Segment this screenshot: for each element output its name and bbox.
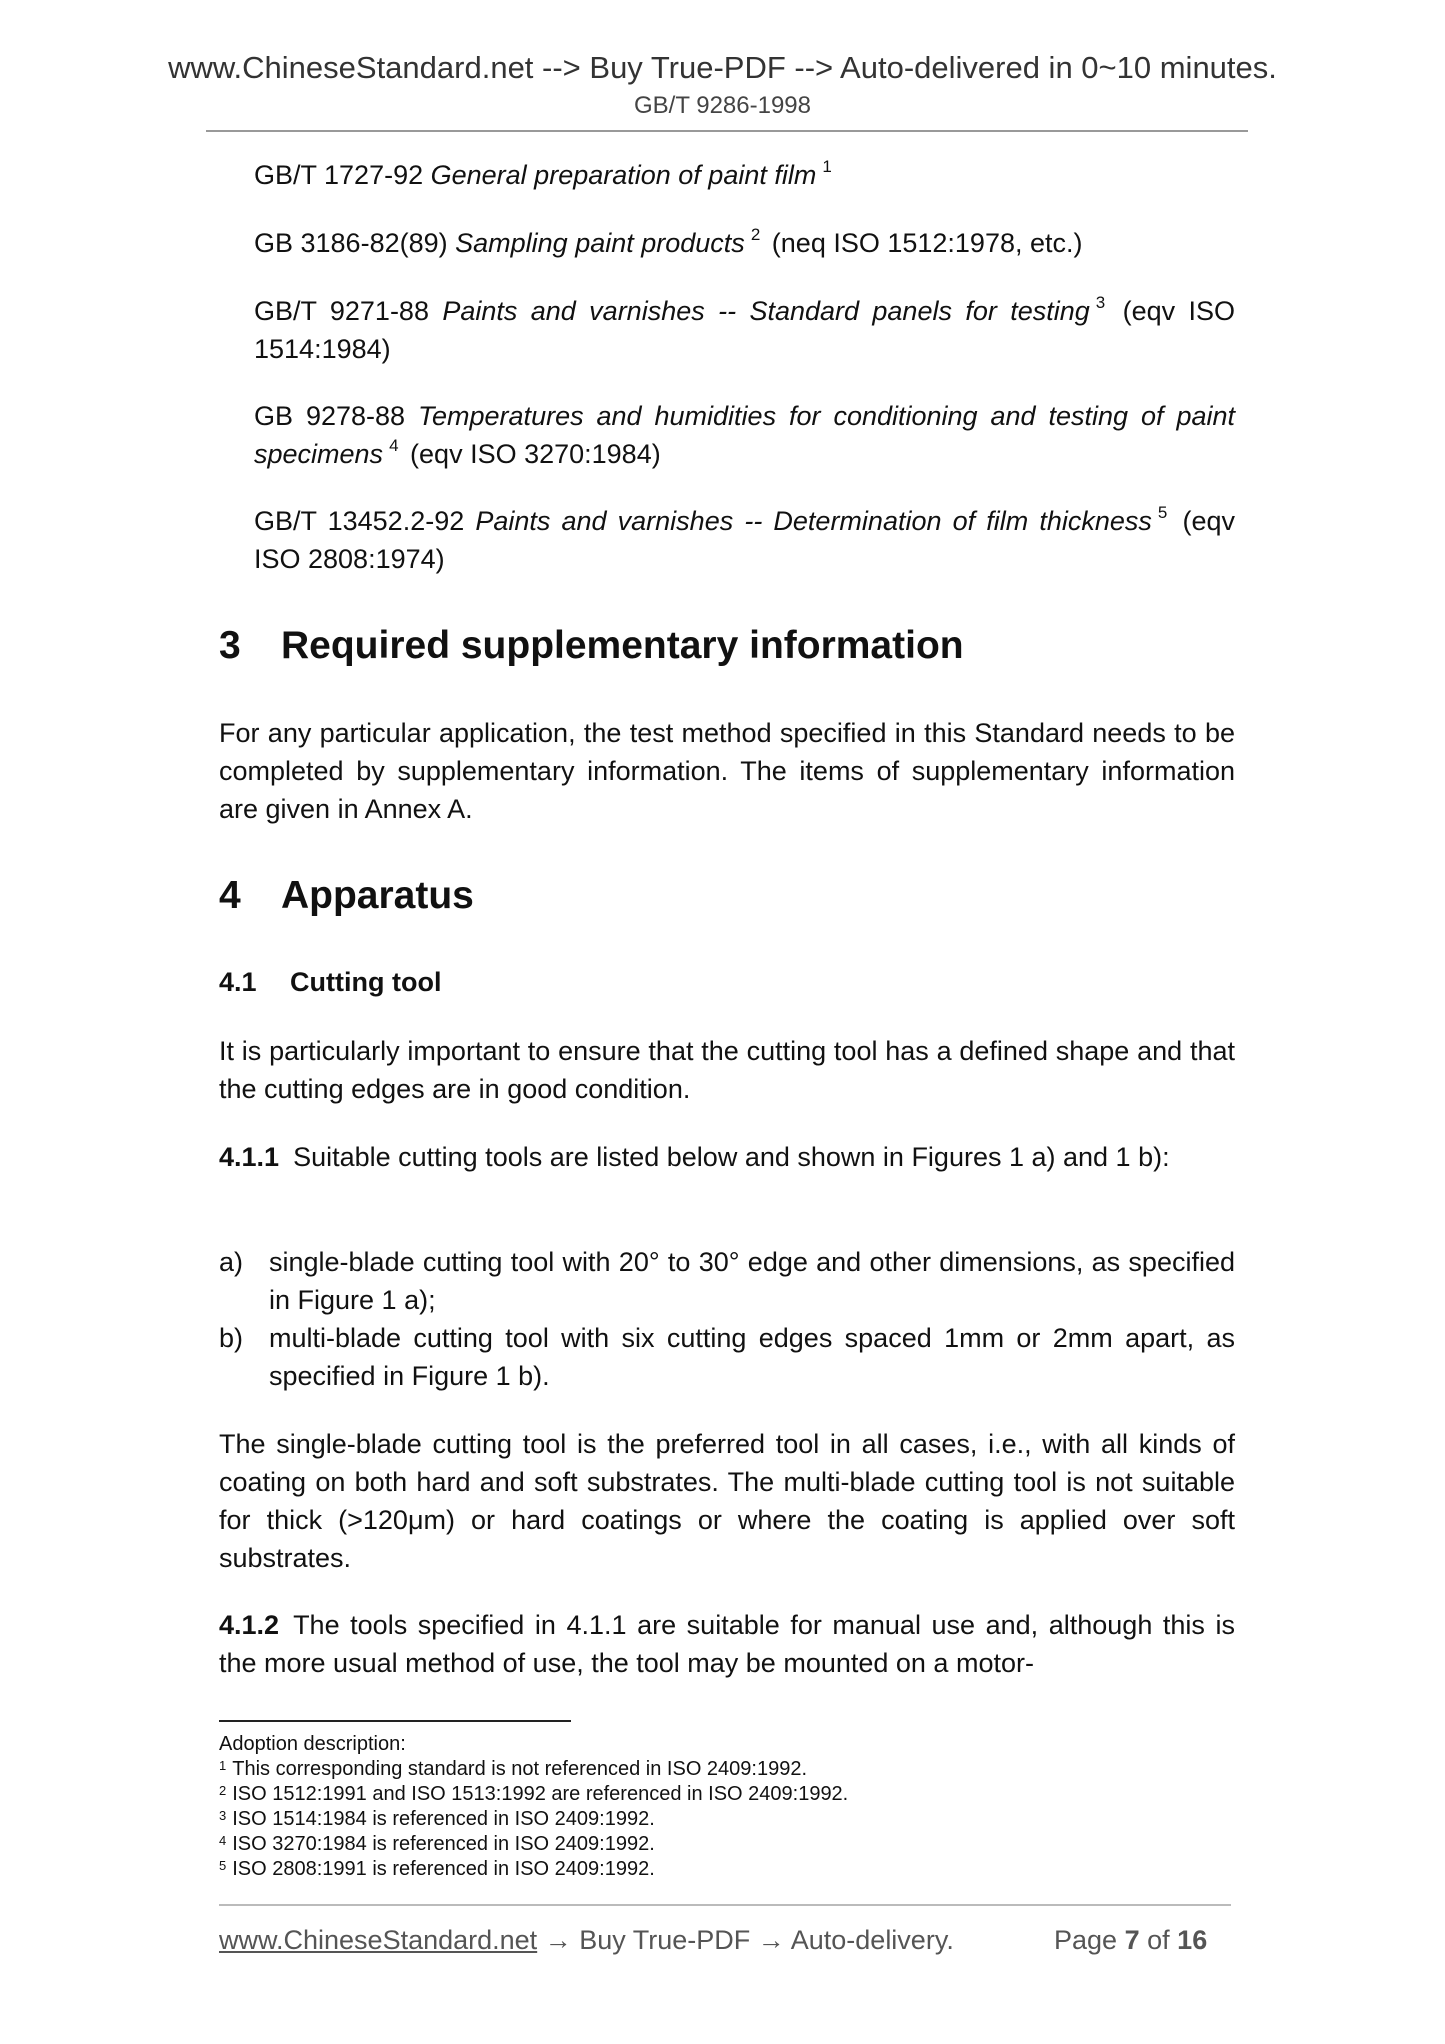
section-4-1-2: 4.1.2 The tools specified in 4.1.1 are suitable for manual use and, although this is the more usual method of use, the tool may be mounted on a motor-	[219, 1610, 1235, 1678]
footer-link-text: www.ChineseStandard.net → Buy True-PDF → Auto-delivery.	[219, 1925, 954, 1955]
section-4-1-heading: 4.1 Cutting tool	[219, 967, 442, 997]
section-4-1-text: It is particularly important to ensure that the cutting tool has a defined shape and that the cutting edges are in good condition.	[219, 1036, 1235, 1104]
list-item: a) single-blade cutting tool with 20° to 30° edge and other dimensions, as specified in Figure 1 a);	[219, 1247, 1235, 1315]
tool-list	[219, 1243, 1235, 1395]
section-4-1-1: 4.1.1 Suitable cutting tools are listed below and shown in Figures 1 a) and 1 b):	[219, 1142, 1170, 1172]
single-blade-paragraph: The single-blade cutting tool is the preferred tool in all cases, i.e., with all kinds of coating on both hard and soft substrates. The multi-blade cutting tool is not suitable for thick (>120μm) or hard coatings or where the coating is applied over soft substrates.	[219, 1429, 1235, 1573]
footnote-item: $^4$ ISO 3270:1984 is referenced in ISO 2409:1992.	[219, 1833, 655, 1855]
header-divider	[206, 130, 1248, 132]
page-indicator: Page 7 of 16	[1054, 1925, 1208, 1955]
footnote-title: Adoption description:	[219, 1733, 406, 1755]
reference-item: GB 3186-82(89) Sampling paint products $^2$ (neq ISO 1512:1978, etc.)	[254, 225, 1083, 258]
section-3-heading: 3 Required supplementary information	[219, 624, 964, 667]
footer-link[interactable]: www.ChineseStandard.net	[219, 1925, 538, 1955]
reference-item: GB/T 13452.2-92 Paints and varnishes -- Determination of film thickness $^5$ (eqv ISO 2808:1974)	[254, 503, 1235, 574]
reference-item: GB 9278-88 Temperatures and humidities for conditioning and testing of paint specimens $^4$ (eqv ISO 3270:1984)	[254, 401, 1235, 469]
footnote-item: $^5$ ISO 2808:1991 is referenced in ISO 2409:1992.	[219, 1858, 655, 1880]
doc-code: GB/T 9286-1998	[633, 92, 811, 119]
list-item: b) multi-blade cutting tool with six cutting edges spaced 1mm or 2mm apart, as specified in Figure 1 b).	[219, 1323, 1235, 1391]
footnote-divider	[219, 1720, 571, 1722]
footnote-item: $^3$ ISO 1514:1984 is referenced in ISO 2409:1992.	[219, 1808, 655, 1830]
header-banner[interactable]: www.ChineseStandard.net --> Buy True-PDF --> Auto-delivered in 0~10 minutes.	[168, 50, 1277, 85]
section-4-heading: 4 Apparatus	[219, 874, 474, 917]
section-3-text: For any particular application, the test method specified in this Standard needs to be completed by supplementary information. The items of supplementary information are given in Annex A.	[219, 718, 1235, 824]
footnotes	[219, 1732, 848, 1882]
footer-divider	[219, 1904, 1231, 1906]
footnote-item: $^1$ This corresponding standard is not referenced in ISO 2409:1992.	[219, 1758, 808, 1780]
reference-item: GB/T 1727-92 General preparation of paint film $^1$	[254, 157, 832, 190]
footnote-item: $^2$ ISO 1512:1991 and ISO 1513:1992 are referenced in ISO 2409:1992.	[219, 1783, 849, 1805]
reference-item: GB/T 9271-88 Paints and varnishes -- Standard panels for testing $^3$ (eqv ISO 1514:1984)	[254, 293, 1235, 364]
